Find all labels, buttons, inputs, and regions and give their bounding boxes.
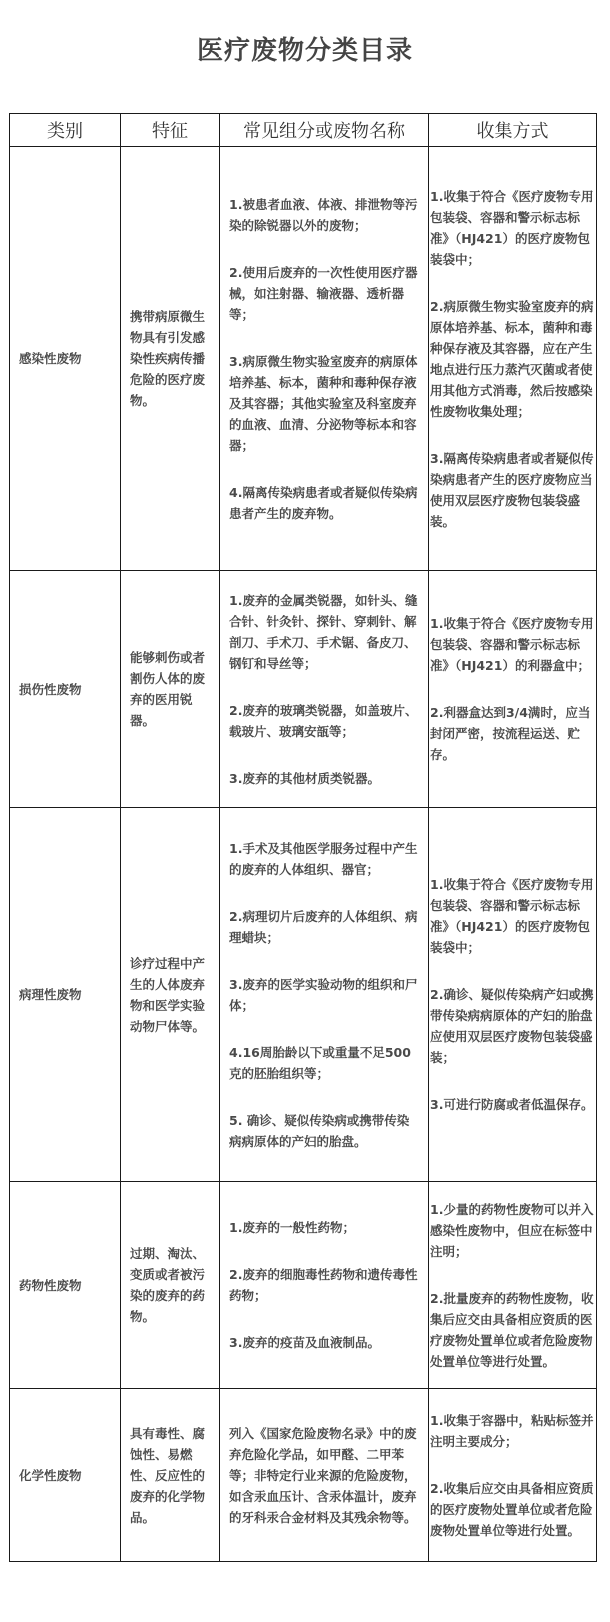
waste-item: 3.废弃的医学实验动物的组织和尸体； xyxy=(229,976,418,1013)
collection-step: 1.收集于符合《医疗废物专用包装袋、容器和警示标志标准》（HJ421）的医疗废物包装袋中； xyxy=(430,188,594,267)
items-cell xyxy=(220,1182,429,1389)
collection-step: 1.收集于符合《医疗废物专用包装袋、容器和警示标志标准》（HJ421）的利器盒中； xyxy=(430,616,594,673)
items-cell xyxy=(220,147,429,571)
collection-step: 1.收集于符合《医疗废物专用包装袋、容器和警示标志标准》（HJ421）的医疗废物包装袋中； xyxy=(430,877,594,955)
waste-item: 3.废弃的其他材质类锐器。 xyxy=(229,770,380,786)
waste-item: 3.病原微生物实验室废弃的病原体培养基、标本，菌种和毒种保存液及其容器；其他实验室及科室废弃的血液、血清、分泌物等标本和容器； xyxy=(229,353,418,453)
waste-item: 2.废弃的玻璃类锐器，如盖玻片、载玻片、玻璃安瓿等； xyxy=(229,702,418,739)
page-title: 医疗废物分类目录 xyxy=(196,36,413,66)
collection-step: 1.收集于容器中，粘贴标签并注明主要成分； xyxy=(430,1412,594,1449)
waste-item: 2.废弃的细胞毒性药物和遗传毒性药物； xyxy=(229,1267,418,1303)
category-cell: 损伤性废物 xyxy=(10,571,121,808)
waste-item: 1.被患者血液、体液、排泄物等污染的除锐器以外的废物； xyxy=(229,196,418,233)
category-cell: 感染性废物 xyxy=(10,147,121,571)
waste-item: 5. 确诊、疑似传染病或携带传染病病原体的产妇的胎盘。 xyxy=(229,1112,410,1149)
category-cell: 化学性废物 xyxy=(10,1389,121,1562)
table-row xyxy=(10,1389,597,1562)
header-collection: 收集方式 xyxy=(429,114,597,147)
table-row xyxy=(10,571,597,808)
feature-cell: 诊疗过程中产生的人体废弃物和医学实验动物尸体等。 xyxy=(121,808,220,1182)
collection-step: 3.可进行防腐或者低温保存。 xyxy=(430,1097,594,1112)
collection-step: 1.少量的药物性废物可以并入感染性废物中，但应在标签中注明； xyxy=(430,1201,594,1259)
waste-item: 1.废弃的一般性药物； xyxy=(229,1220,355,1235)
collection-step: 2.确诊、疑似传染病产妇或携带传染病病原体的产妇的胎盘应使用双层医疗废物包装袋盛装； xyxy=(430,987,594,1065)
waste-item: 4.隔离传染病患者或者疑似传染病患者产生的废弃物。 xyxy=(229,484,418,521)
waste-item: 2.使用后废弃的一次性使用医疗器械，如注射器、输液器、透析器等； xyxy=(229,264,418,322)
waste-item: 4.16周胎龄以下或重量不足500克的胚胎组织等； xyxy=(229,1044,411,1081)
collection-step: 2.收集后应交由具备相应资质的医疗废物处置单位或者危险废物处置单位等进行处置。 xyxy=(430,1480,594,1538)
items-cell xyxy=(220,808,429,1182)
collection-cell xyxy=(429,808,597,1182)
feature-cell: 过期、淘汰、变质或者被污染的废弃的药物。 xyxy=(121,1182,220,1389)
table-row xyxy=(10,147,597,571)
collection-cell xyxy=(429,571,597,808)
waste-item: 2.病理切片后废弃的人体组织、病理蜡块； xyxy=(229,908,418,945)
collection-step: 2.病原微生物实验室废弃的病原体培养基、标本，菌种和毒种保存液及其容器，应在产生地点进行压力蒸汽灭菌或者使用其他方式消毒，然后按感染性废物收集处理； xyxy=(430,298,594,419)
feature-cell: 能够刺伤或者割伤人体的废弃的医用锐器。 xyxy=(121,571,220,808)
waste-catalog-table xyxy=(9,113,597,1562)
collection-cell xyxy=(429,1182,597,1389)
table-header-row xyxy=(10,114,597,147)
feature-cell: 携带病原微生物具有引发感染性疾病传播危险的医疗废物。 xyxy=(121,147,220,571)
waste-item: 3.废弃的疫苗及血液制品。 xyxy=(229,1335,380,1350)
waste-item: 1.手术及其他医学服务过程中产生的废弃的人体组织、器官； xyxy=(229,840,418,877)
waste-item: 列入《国家危险废物名录》中的废弃危险化学品，如甲醛、二甲苯等；非特定行业来源的危险废物，如含汞血压计、含汞体温计，废弃的牙科汞合金材料及其残余物等。 xyxy=(229,1425,417,1525)
header-feature: 特征 xyxy=(121,114,220,147)
feature-cell: 具有毒性、腐蚀性、易燃性、反应性的废弃的化学物品。 xyxy=(121,1389,220,1562)
items-cell xyxy=(220,571,429,808)
header-items: 常见组分或废物名称 xyxy=(220,114,429,147)
category-cell: 病理性废物 xyxy=(10,808,121,1182)
collection-cell xyxy=(429,1389,597,1562)
collection-step: 2.利器盒达到3/4满时，应当封闭严密，按流程运送、贮存。 xyxy=(430,705,591,762)
table-row xyxy=(10,1182,597,1389)
waste-item: 1.废弃的金属类锐器，如针头、缝合针、针灸针、探针、穿刺针、解剖刀、手术刀、手术锯、备皮刀、钢钉和导丝等； xyxy=(229,592,418,671)
collection-step: 2.批量废弃的药物性废物，收集后应交由具备相应资质的医疗废物处置单位或者危险废物处置单位等进行处置。 xyxy=(430,1290,594,1369)
collection-cell xyxy=(429,147,597,571)
table-row xyxy=(10,808,597,1182)
category-cell: 药物性废物 xyxy=(10,1182,121,1389)
collection-step: 3.隔离传染病患者或者疑似传染病患者产生的医疗废物应当使用双层医疗废物包装袋盛装。 xyxy=(430,450,594,529)
items-cell xyxy=(220,1389,429,1562)
header-category: 类别 xyxy=(10,114,121,147)
